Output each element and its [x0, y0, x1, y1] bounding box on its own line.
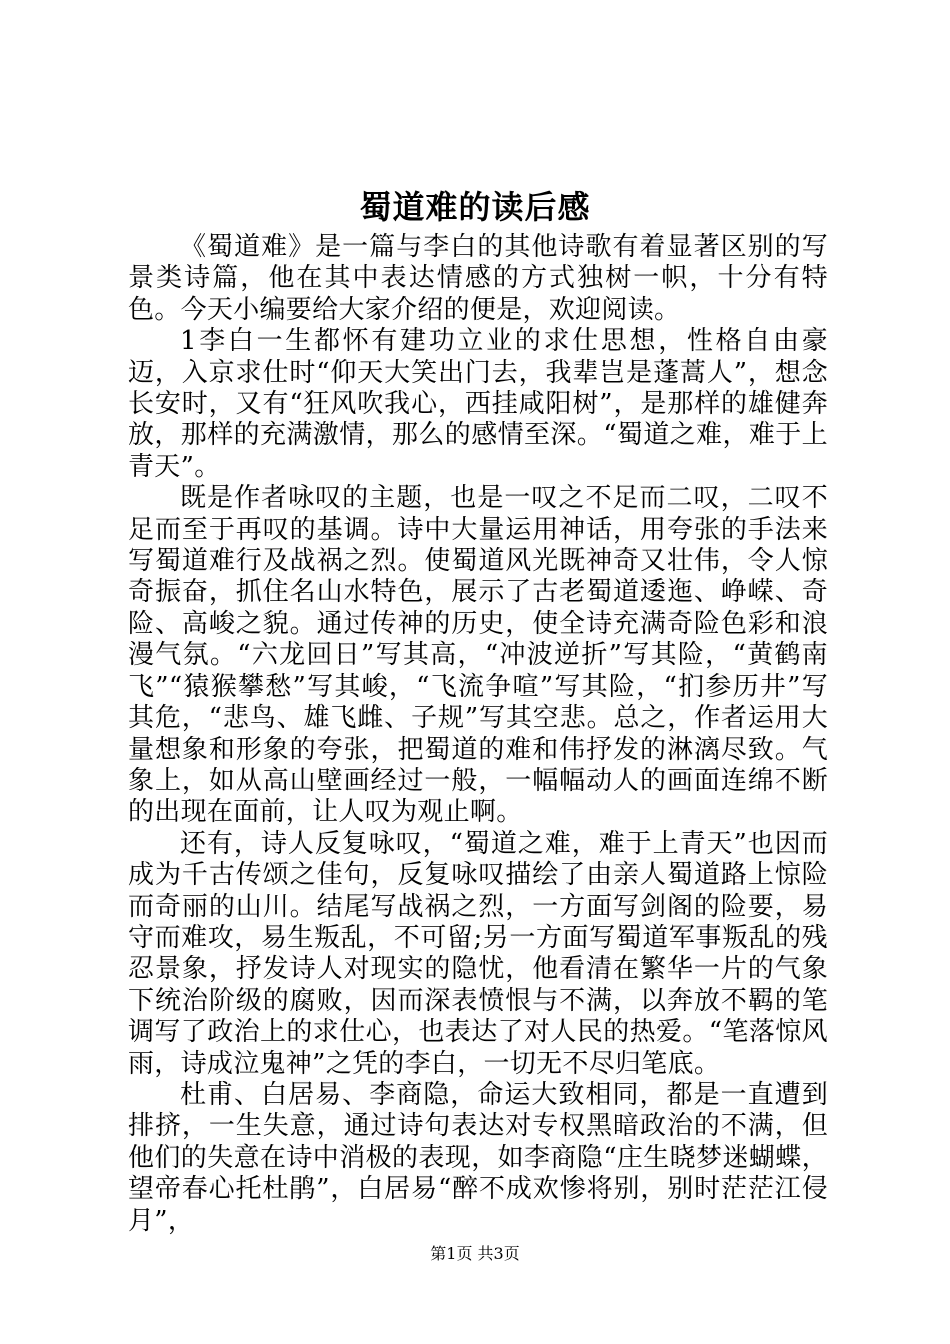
page-footer: 第1页 共3页 — [430, 1244, 520, 1263]
paragraph-4: 杜甫、白居易、李商隐，命运大致相同，都是一直遭到排挤，一生失意，通过诗句表达对专权黑暗政治的不满，但他们的失意在诗中消极的表现，如李商隐“庄生晓梦迷蝴蝶，望帝春心托杜鹃”，白居易“醉不成欢惨将别，别时茫茫江侵月”， — [128, 1079, 828, 1236]
paragraph-1: 1李白一生都怀有建功立业的求仕思想，性格自由豪迈，入京求仕时“仰天大笑出门去，我辈岂是蓬蒿人”，想念长安时，又有“狂风吹我心，西挂咸阳树”，是那样的雄健奔放，那样的充满激情，那么的感情至深。“蜀道之难，难于上青天”。 — [128, 326, 828, 482]
paragraph-2: 既是作者咏叹的主题，也是一叹之不足而二叹，二叹不足而至于再叹的基调。诗中大量运用神话，用夸张的手法来写蜀道难行及战祸之烈。使蜀道风光既神奇又壮伟，令人惊奇振奋，抓住名山水特色，展示了古老蜀道逶迤、峥嵘、奇险、高峻之貌。通过传神的历史，使全诗充满奇险色彩和浪漫气氛。“六龙回日”写其高，“冲波逆折”写其险，“黄鹤南飞”“猿猴攀愁”写其峻，“飞流争喧”写其险，“扪参历井”写其危，“悲鸟、雄飞雌、子规”写其空悲。总之，作者运用大量想象和形象的夸张，把蜀道的难和伟抒发的淋漓尽致。气象上，如从高山壁画经过一般，一幅幅动人的画面连绵不断的出现在面前，让人叹为观止啊。 — [128, 483, 828, 828]
document-body — [128, 232, 828, 1237]
paragraph-intro: 《蜀道难》是一篇与李白的其他诗歌有着显著区别的写景类诗篇，他在其中表达情感的方式独树一帜，十分有特色。今天小编要给大家介绍的便是，欢迎阅读。 — [128, 232, 828, 325]
paragraph-3: 还有，诗人反复咏叹，“蜀道之难，难于上青天”也因而成为千古传颂之佳句，反复咏叹描绘了由亲人蜀道路上惊险而奇丽的山川。结尾写战祸之烈，一方面写剑阁的险要，易守而难攻，易生叛乱，不可留;另一方面写蜀道军事叛乱的残忍景象，抒发诗人对现实的隐忧，他看清在繁华一片的气象下统治阶级的腐败，因而深表愤恨与不满，以奔放不羁的笔调写了政治上的求仕心，也表达了对人民的热爱。“笔落惊风雨，诗成泣鬼神”之凭的李白，一切无不尽归笔底。 — [128, 828, 828, 1079]
document-title: 蜀道难的读后感 — [359, 188, 591, 226]
